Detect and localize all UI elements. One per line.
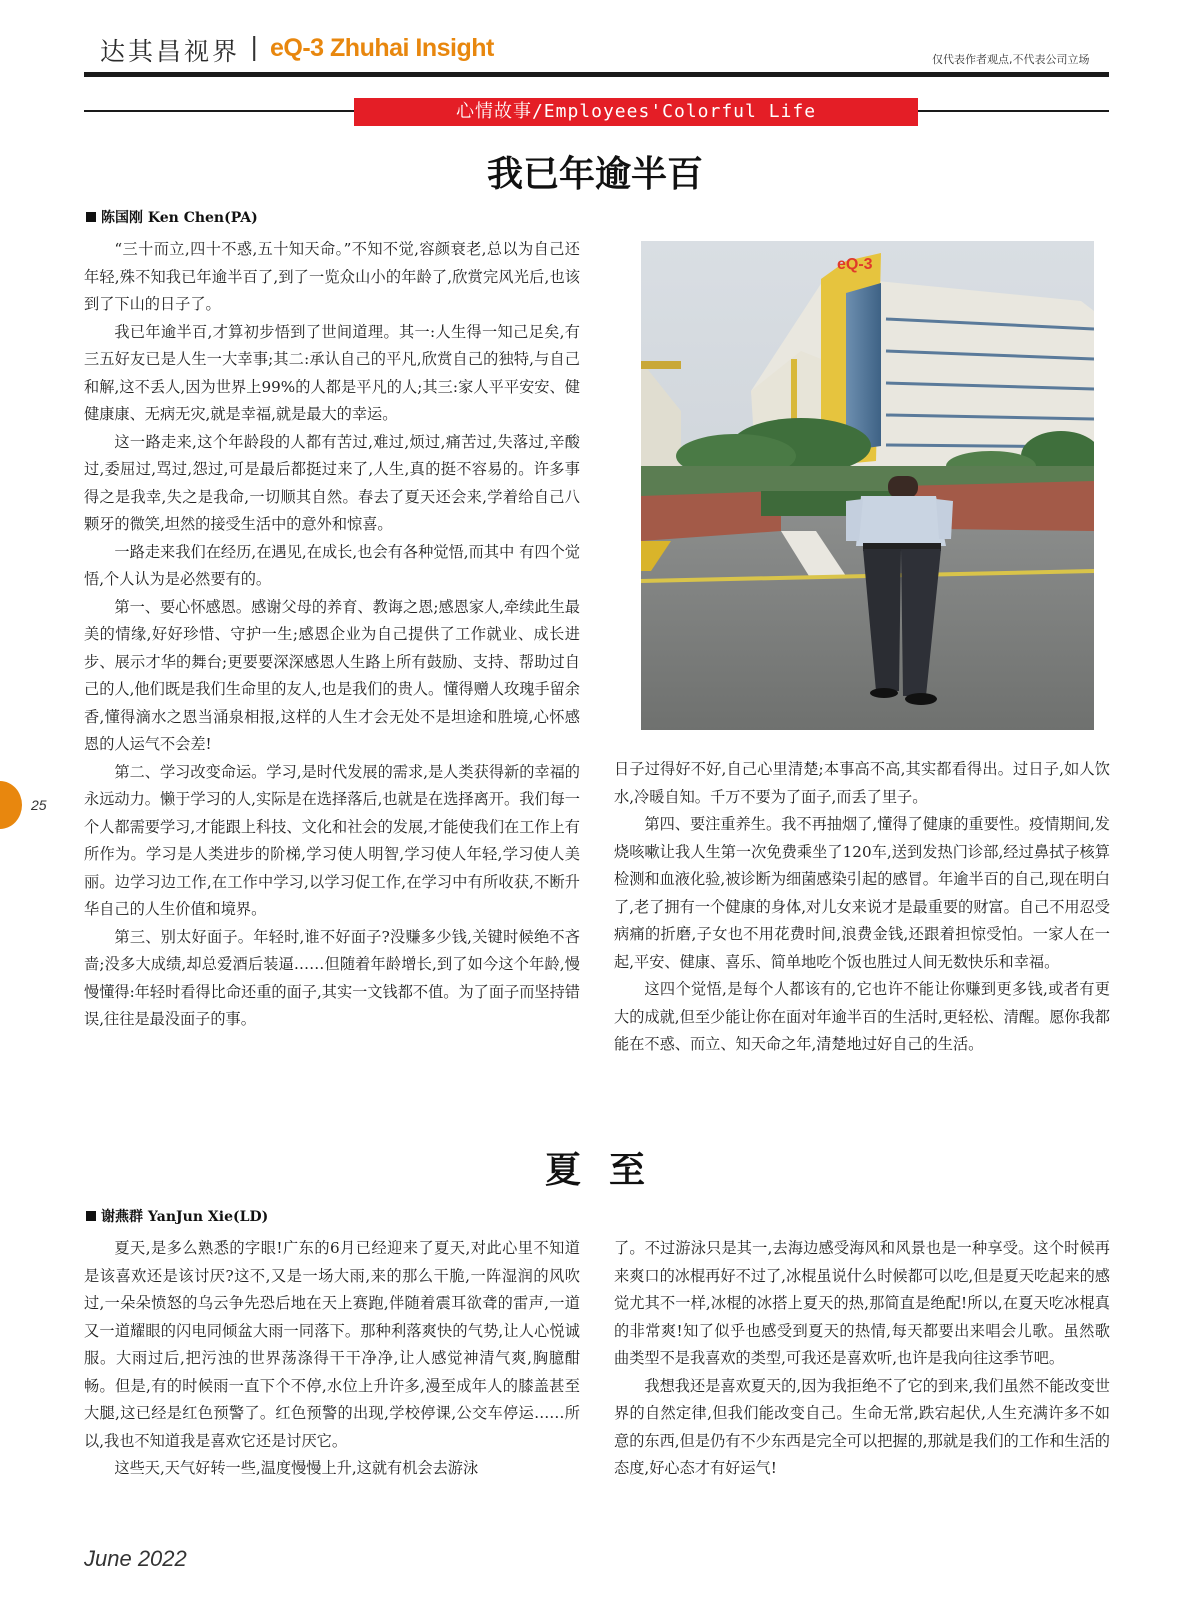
issue-date: June 2022 — [84, 1546, 187, 1571]
article1-photo — [641, 241, 1094, 730]
byline-square-icon — [86, 212, 96, 222]
paragraph: 日子过得好不好,自己心里清楚;本事高不高,其实都看得出。过日子,如人饮水,冷暖自知。千万不要为了面子,而丢了里子。 — [614, 760, 1110, 806]
paragraph: 第二、学习改变命运。学习,是时代发展的需求,是人类获得新的幸福的永远动力。懒于学习的人,实际是在选择落后,也就是在选择离开。我们每一个人都需要学习,才能跟上科技、文化和社会的发展,才能使我们在工作上有所作为。学习是人类进步的阶梯,学习使人明智,学习使人年轻,学习使人美丽。边学习边工作,在工作中学习,以学习促工作,在学习中有所收获,不断升华自己的人生价值和境界。 — [84, 762, 580, 918]
banner-rule-left — [84, 110, 354, 112]
article1-title: 我已年逾半百 — [486, 153, 703, 195]
article2-title: 夏至 — [544, 1149, 673, 1191]
article1-author: 陈国刚 Ken Chen(PA) — [101, 210, 258, 226]
banner-rule-right — [918, 110, 1109, 112]
article2-byline — [86, 1206, 268, 1226]
building-sign: eQ-3 — [837, 256, 873, 273]
paragraph: 第一、要心怀感恩。感谢父母的养育、教诲之恩;感恩家人,牵续此生最美的情缘,好好珍惜、守护一生;感恩企业为自己提供了工作就业、成长进步、展示才华的舞台;更要要深深感恩人生路上所有鼓励、支持、帮助过自己的人,他们既是我们生命里的友人,也是我们的贵人。懂得赠人玫瑰手留余香,懂得滴水之恩当涌泉相报,这样的人生才会无处不是坦途和胜境,心怀感恩的人运气不会差! — [84, 597, 580, 753]
article1-byline — [86, 207, 258, 227]
paragraph: 夏天,是多么熟悉的字眼!广东的6月已经迎来了夏天,对此心里不知道是该喜欢还是该讨厌?这不,又是一场大雨,来的那么干脆,一阵湿润的风吹过,一朵朵愤怒的乌云争先恐后地在天上赛跑,伴随着震耳欲聋的雷声,一道又一道耀眼的闪电同倾盆大雨一同落下。那种利落爽快的气势,让人心悦诚服。大雨过后,把污浊的世界荡涤得干干净净,让人感觉神清气爽,胸臆酣畅。但是,有的时候雨一直下个不停,水位上升许多,漫至成年人的膝盖甚至大腿,这已经是红色预警了。红色预警的出现,学校停课,公交车停运……所以,我也不知道我是喜欢它还是讨厌它。 — [84, 1239, 580, 1450]
paragraph: 这一路走来,这个年龄段的人都有苦过,难过,烦过,痛苦过,失落过,辛酸过,委屈过,骂过,怨过,可是最后都挺过来了,人生,真的挺不容易的。许多事得之是我幸,失之是我命,一切顺其自然。春去了夏天还会来,学着给自己八颗牙的微笑,坦然的接受生活中的意外和惊喜。 — [84, 432, 580, 533]
article2-author: 谢燕群 YanJun Xie(LD) — [101, 1209, 269, 1225]
paragraph: 第四、要注重养生。我不再抽烟了,懂得了健康的重要性。疫情期间,发烧咳嗽让我人生第一次免费乘坐了120车,送到发热门诊部,经过鼻拭子核算检测和血液化验,被诊断为细菌感染引起的感冒。年逾半百的自己,现在明白了,老了拥有一个健康的身体,对儿女来说才是最重要的财富。自己不用忍受病痛的折磨,子女也不用花费时间,浪费金钱,还跟着担惊受怕。一家人在一起,平安、健康、喜乐、简单地吃个饭也胜过人间无数快乐和幸福。 — [614, 815, 1110, 971]
paragraph: 我已年逾半百,才算初步悟到了世间道理。其一:人生得一知己足矣,有三五好友已是人生一大幸事;其二:承认自己的平凡,欣赏自己的独特,与自己和解,这不丢人,因为世界上99%的人都是平凡的人;其三:家人平平安安、健健康康、无病无灾,就是幸福,就是最大的幸运。 — [84, 322, 580, 423]
page-number: 25 — [31, 797, 47, 813]
article1-right-column — [614, 756, 1110, 1059]
paragraph: “三十而立,四十不惑,五十知天命。”不知不觉,容颜衰老,总以为自己还年轻,殊不知我已年逾半百了,到了一览众山小的年龄了,欣赏完风光后,也该到了下山的日子了。 — [84, 240, 580, 313]
paragraph: 第三、别太好面子。年轻时,谁不好面子?没赚多少钱,关键时候绝不吝啬;没多大成绩,却总爱酒后装逼……但随着年龄增长,到了如今这个年龄,慢慢懂得:年轻时看得比命还重的面子,其实一文钱都不值。为了面子而坚持错误,往往是最没面子的事。 — [84, 927, 580, 1028]
brand-english-title: eQ-3 Zhuhai Insight — [270, 34, 494, 62]
page-tab-marker — [0, 781, 22, 829]
paragraph: 这四个觉悟,是每个人都该有的,它也许不能让你赚到更多钱,或者有更大的成就,但至少能让你在面对年逾半百的生活时,更轻松、清醒。愿你我都能在不惑、而立、知天命之年,清楚地过好自己的生活。 — [614, 980, 1110, 1053]
article2-right-column — [614, 1235, 1110, 1483]
disclaimer: 仅代表作者观点,不代表公司立场 — [932, 53, 1090, 66]
brand-chinese-title: 达其昌视界 — [100, 37, 241, 66]
byline-square-icon — [86, 1211, 96, 1221]
article1-left-column — [84, 236, 580, 1034]
paragraph: 一路走来我们在经历,在遇见,在成长,也会有各种觉悟,而其中 有四个觉悟,个人认为是必然要有的。 — [84, 542, 580, 588]
article2-left-column — [84, 1235, 580, 1483]
header-rule — [84, 72, 1109, 77]
section-banner: 心情故事/Employees'Colorful Life — [354, 98, 918, 126]
paragraph: 我想我还是喜欢夏天的,因为我拒绝不了它的到来,我们虽然不能改变世界的自然定律,但我们能改变自己。生命无常,跌宕起伏,人生充满许多不如意的东西,但是仍有不少东西是完全可以把握的,那就是我们的工作和生活的态度,好心态才有好运气! — [614, 1376, 1110, 1477]
paragraph: 这些天,天气好转一些,温度慢慢上升,这就有机会去游泳 — [114, 1459, 479, 1477]
paragraph: 了。不过游泳只是其一,去海边感受海风和风景也是一种享受。这个时候再来爽口的冰棍再好不过了,冰棍虽说什么时候都可以吃,但是夏天吃起来的感觉尤其不一样,冰棍的冰搭上夏天的热,那简直是绝配!所以,在夏天吃冰棍真的非常爽!知了似乎也感受到夏天的热情,每天都要出来唱会儿歌。虽然歌曲类型不是我喜欢的类型,可我还是喜欢听,也许是我向往这季节吧。 — [614, 1239, 1110, 1367]
brand-separator: | — [250, 32, 259, 61]
